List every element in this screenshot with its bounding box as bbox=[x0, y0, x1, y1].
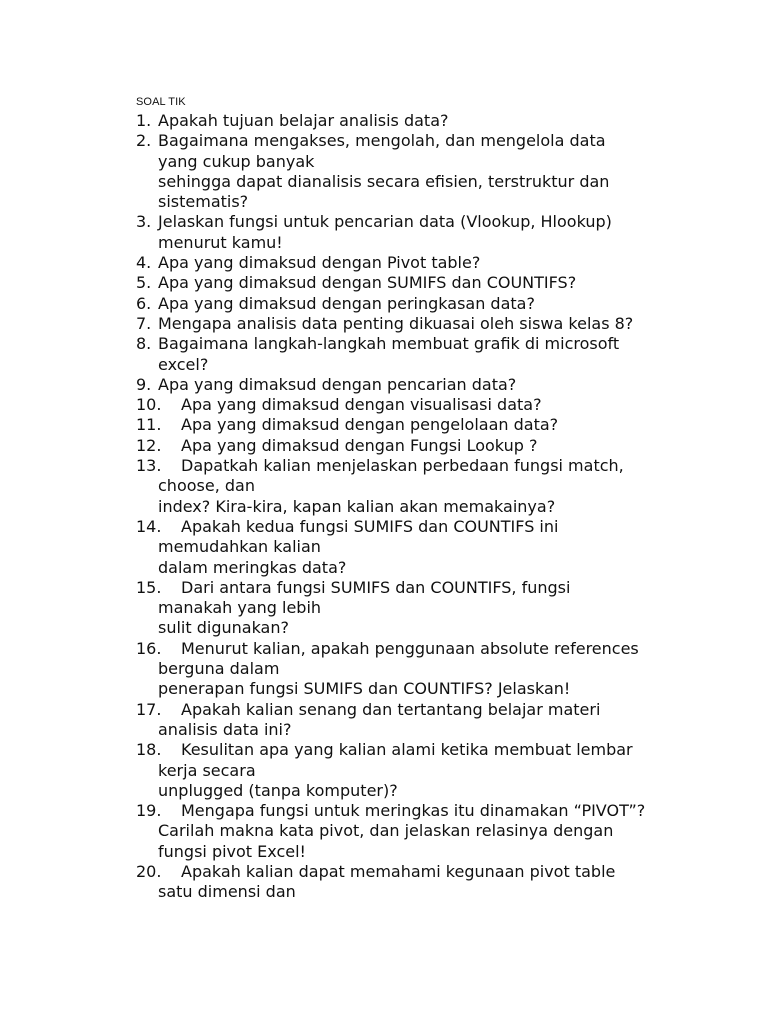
question-item bbox=[136, 273, 696, 293]
question-text bbox=[158, 740, 696, 801]
question-item bbox=[136, 212, 696, 253]
question-line: menurut kamu! bbox=[158, 232, 283, 252]
question-line: kerja secara bbox=[158, 760, 256, 780]
question-item bbox=[136, 415, 696, 435]
question-item bbox=[136, 578, 696, 639]
question-line: Apa yang dimaksud dengan Pivot table? bbox=[158, 253, 481, 273]
question-text bbox=[158, 577, 696, 639]
question-item bbox=[136, 253, 696, 273]
question-text bbox=[158, 638, 696, 700]
question-number: 6. bbox=[136, 293, 152, 313]
question-line: Dari antara fungsi SUMIFS dan COUNTIFS, fungsi bbox=[181, 577, 571, 597]
question-line: Apa yang dimaksud dengan visualisasi data? bbox=[181, 395, 542, 415]
question-number: 1. bbox=[136, 111, 152, 130]
question-text bbox=[158, 334, 696, 375]
question-line: Mengapa fungsi untuk meringkas itu dinamakan “PIVOT”? bbox=[181, 801, 646, 821]
question-line: analisis data ini? bbox=[158, 719, 292, 739]
question-number: 11. bbox=[136, 415, 162, 435]
question-line: Apakah tujuan belajar analisis data? bbox=[158, 111, 449, 130]
question-text bbox=[158, 456, 696, 517]
question-line: berguna dalam bbox=[158, 659, 280, 679]
question-number: 19. bbox=[136, 801, 162, 821]
question-line: memudahkan kalian bbox=[158, 537, 321, 557]
question-number: 13. bbox=[136, 456, 162, 476]
question-number: 4. bbox=[136, 253, 152, 273]
question-line: yang cukup banyak bbox=[158, 151, 315, 171]
question-number: 5. bbox=[136, 273, 152, 293]
question-item bbox=[136, 375, 696, 395]
question-item bbox=[136, 740, 696, 801]
question-text bbox=[158, 699, 696, 741]
question-line: Apakah kalian dapat memahami kegunaan pivot table bbox=[181, 861, 616, 881]
question-line: sehingga dapat dianalisis secara efisien, terstruktur dan bbox=[158, 171, 610, 191]
question-text bbox=[158, 111, 696, 131]
question-number: 20. bbox=[136, 861, 162, 881]
question-line: unplugged (tanpa komputer)? bbox=[158, 780, 398, 800]
question-number: 12. bbox=[136, 435, 162, 455]
question-line: Apa yang dimaksud dengan Fungsi Lookup ? bbox=[181, 435, 538, 455]
question-number: 8. bbox=[136, 334, 152, 354]
question-item bbox=[136, 314, 696, 334]
question-line: dalam meringkas data? bbox=[158, 557, 347, 577]
question-number: 14. bbox=[136, 516, 162, 536]
question-line: Apakah kalian senang dan tertantang belajar materi bbox=[181, 699, 601, 719]
question-text bbox=[158, 861, 696, 903]
question-line: Jelaskan fungsi untuk pencarian data (Vlookup, Hlookup) bbox=[158, 212, 612, 232]
question-line: sistematis? bbox=[158, 192, 249, 212]
question-line: Dapatkah kalian menjelaskan perbedaan fungsi match, bbox=[181, 456, 624, 476]
question-item bbox=[136, 639, 696, 700]
question-text bbox=[158, 131, 696, 212]
question-item bbox=[136, 801, 696, 862]
question-line: fungsi pivot Excel! bbox=[158, 841, 306, 861]
question-text bbox=[158, 375, 696, 395]
question-number: 17. bbox=[136, 699, 162, 719]
question-item bbox=[136, 395, 696, 415]
question-number: 3. bbox=[136, 212, 152, 232]
question-line: Kesulitan apa yang kalian alami ketika membuat lembar bbox=[181, 740, 633, 760]
question-text bbox=[158, 314, 696, 334]
question-line: Apakah kedua fungsi SUMIFS dan COUNTIFS ini bbox=[181, 516, 559, 536]
question-item bbox=[136, 334, 696, 375]
question-line: Bagaimana mengakses, mengolah, dan mengelola data bbox=[158, 131, 606, 151]
question-number: 2. bbox=[136, 131, 152, 151]
question-list bbox=[136, 111, 696, 903]
question-item bbox=[136, 517, 696, 578]
question-text bbox=[158, 294, 696, 314]
question-text bbox=[181, 415, 696, 435]
question-text bbox=[181, 395, 696, 415]
question-text bbox=[158, 801, 696, 862]
question-number: 10. bbox=[136, 395, 162, 415]
question-item bbox=[136, 294, 696, 314]
question-number: 9. bbox=[136, 374, 152, 394]
question-line: Bagaimana langkah-langkah membuat grafik di microsoft bbox=[158, 334, 620, 354]
question-line: Apa yang dimaksud dengan pencarian data? bbox=[158, 374, 517, 394]
question-line: manakah yang lebih bbox=[158, 598, 322, 618]
question-line: penerapan fungsi SUMIFS dan COUNTIFS? Jelaskan! bbox=[158, 679, 571, 699]
question-text bbox=[158, 273, 696, 293]
question-item bbox=[136, 700, 696, 741]
question-line: index? Kira-kira, kapan kalian akan memakainya? bbox=[158, 496, 556, 516]
question-number: 7. bbox=[136, 313, 152, 333]
question-text bbox=[158, 516, 696, 578]
question-item bbox=[136, 111, 696, 131]
question-number: 15. bbox=[136, 577, 162, 597]
question-item bbox=[136, 436, 696, 456]
question-line: Carilah makna kata pivot, dan jelaskan relasinya dengan bbox=[158, 821, 614, 841]
question-number: 16. bbox=[136, 638, 162, 658]
question-text bbox=[158, 253, 696, 273]
question-line: Apa yang dimaksud dengan pengelolaan data? bbox=[181, 415, 559, 435]
question-item bbox=[136, 456, 696, 517]
question-line: choose, dan bbox=[158, 476, 255, 496]
question-line: excel? bbox=[158, 354, 209, 374]
question-item bbox=[136, 862, 696, 903]
question-text bbox=[181, 436, 696, 456]
document-title: SOAL TIK bbox=[136, 96, 186, 108]
question-line: Apa yang dimaksud dengan SUMIFS dan COUNTIFS? bbox=[158, 273, 577, 293]
question-number: 18. bbox=[136, 740, 162, 760]
question-line: Mengapa analisis data penting dikuasai oleh siswa kelas 8? bbox=[158, 313, 634, 333]
question-line: satu dimensi dan bbox=[158, 882, 296, 902]
question-text bbox=[158, 212, 696, 253]
question-item bbox=[136, 131, 696, 212]
question-line: sulit digunakan? bbox=[158, 618, 289, 638]
document-page bbox=[136, 94, 696, 903]
question-line: Menurut kalian, apakah penggunaan absolute references bbox=[181, 638, 639, 658]
question-line: Apa yang dimaksud dengan peringkasan data? bbox=[158, 293, 535, 313]
